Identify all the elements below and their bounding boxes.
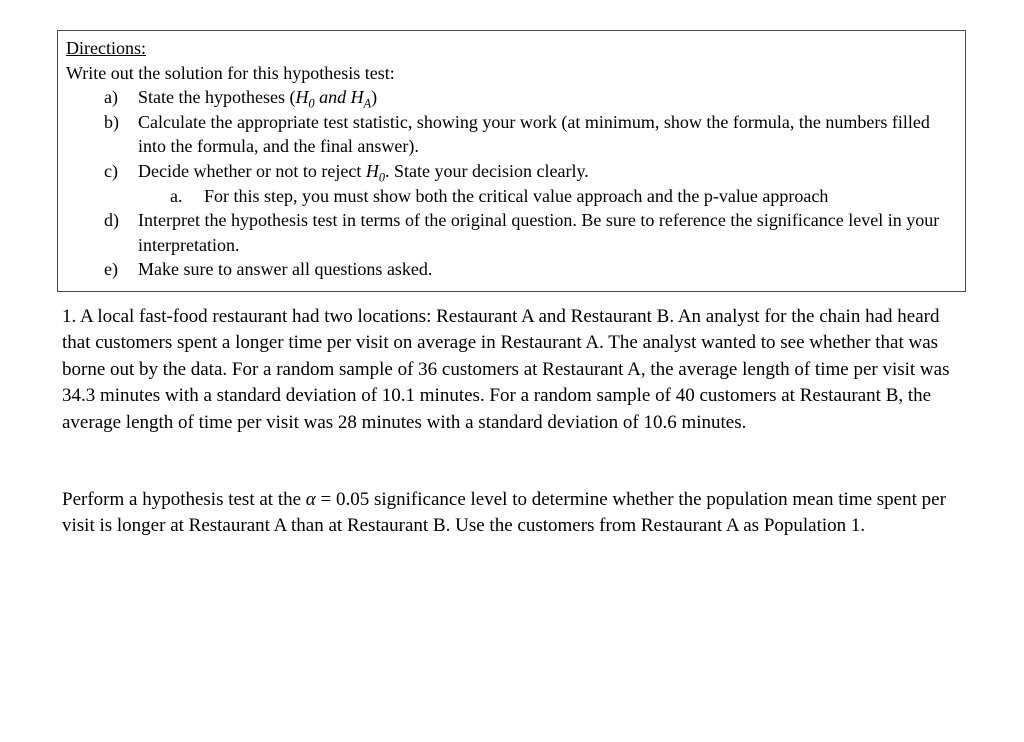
- directions-intro: Write out the solution for this hypothesis test:: [66, 62, 395, 83]
- directions-item-a: [66, 85, 955, 110]
- directions-item-c-sub-a: [66, 184, 955, 209]
- task-paragraph: Perform a hypothesis test at the α = 0.05 significance level to determine whether the population mean time spent per visit is longer at Restaurant A than at Restaurant B. Use the customers from Restaurant A as Population 1.: [62, 489, 946, 537]
- problem-paragraph: 1. A local fast-food restaurant had two locations: Restaurant A and Restaurant B. An analyst for the chain had heard that customers spent a longer time per visit on average in Restaurant A. The analyst wanted to see whether that was borne out by the data. For a random sample of 36 customers at Restaurant A, the average length of time per visit was 34.3 minutes with a standard deviation of 10.1 minutes. For a random sample of 40 customers at Restaurant B, the average length of time per visit was 28 minutes with a standard deviation of 10.6 minutes.: [62, 306, 950, 433]
- directions-item-e: [66, 257, 955, 282]
- item-text: Make sure to answer all questions asked.: [138, 259, 433, 280]
- item-label: a.: [170, 185, 183, 206]
- directions-item-b: [66, 110, 955, 159]
- directions-item-d: [66, 208, 955, 257]
- item-text: Decide whether or not to reject $H_0$. State your decision clearly.: [138, 160, 589, 185]
- directions-item-c: [66, 159, 955, 184]
- item-text: State the hypotheses ($H_0$ and $H_A$): [138, 87, 378, 111]
- item-label: c): [104, 160, 118, 181]
- item-label: d): [104, 210, 119, 231]
- directions-box: [57, 30, 966, 292]
- item-label: a): [104, 87, 118, 108]
- directions-title: Directions:: [66, 38, 146, 58]
- item-text: Interpret the hypothesis test in terms of the original question. Be sure to reference the significance level in your interpretation.: [138, 210, 940, 255]
- item-text: For this step, you must show both the critical value approach and the p-value approach: [204, 185, 829, 206]
- item-text: Calculate the appropriate test statistic, showing your work (at minimum, show the formula, the numbers filled into the formula, and the final answer).: [138, 111, 930, 157]
- item-label: e): [104, 259, 118, 280]
- item-label: b): [104, 111, 119, 132]
